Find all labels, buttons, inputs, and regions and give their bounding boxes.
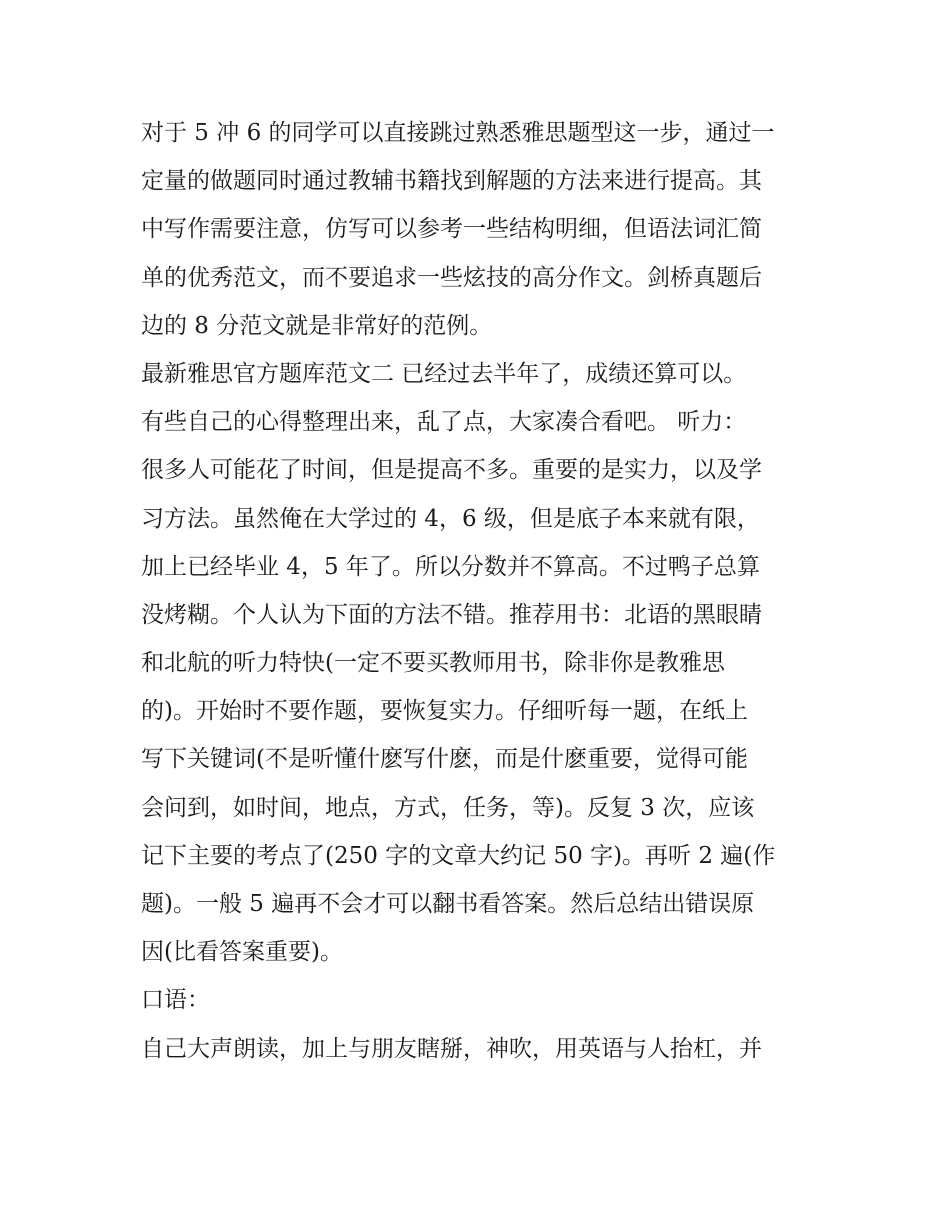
text-line: 对于 5 冲 6 的同学可以直接跳过熟悉雅思题型这一步，通过一 <box>141 120 775 146</box>
text-line: 会问到，如时间，地点，方式，任务，等)。反复 3 次，应该 <box>141 794 755 821</box>
text-line: 最新雅思官方题库范文二 已经过去半年了，成绩还算可以。 <box>141 360 747 387</box>
text-line: 很多人可能花了时间，但是提高不多。重要的是实力，以及学 <box>141 457 762 484</box>
text-line: 没烤糊。个人认为下面的方法不错。推荐用书：北语的黑眼睛 <box>141 601 762 628</box>
text-line: 的)。开始时不要作题，要恢复实力。仔细听每一题，在纸上 <box>141 698 748 725</box>
text-line: 定量的做题同时通过教辅书籍找到解题的方法来进行提高。其 <box>141 168 762 195</box>
text-line: 自己大声朗读，加上与朋友瞎掰，神吹，用英语与人抬杠，并 <box>141 1035 762 1062</box>
text-line: 边的 8 分范文就是非常好的范例。 <box>141 312 493 339</box>
text-line: 记下主要的考点了(250 字的文章大约记 50 字)。再听 2 遍(作 <box>141 842 776 869</box>
body-text <box>141 109 821 1073</box>
text-line: 有些自己的心得整理出来，乱了点，大家凑合看吧。 听力： <box>141 409 747 436</box>
text-line: 和北航的听力特快(一定不要买教师用书，除非你是教雅思 <box>141 650 725 677</box>
text-line: 习方法。虽然俺在大学过的 4，6 级，但是底子本来就有限， <box>141 505 760 532</box>
text-line: 中写作需要注意，仿写可以参考一些结构明细，但语法词汇简 <box>141 216 762 243</box>
text-line: 题)。一般 5 遍再不会才可以翻书看答案。然后总结出错误原 <box>141 891 755 917</box>
text-line: 加上已经毕业 4，5 年了。所以分数并不算高。不过鸭子总算 <box>141 553 760 580</box>
section-heading-speaking: 口语： <box>141 987 210 1014</box>
text-line: 写下关键词(不是听懂什麽写什麽，而是什麽重要，觉得可能 <box>141 746 748 773</box>
text-line: 单的优秀范文，而不要追求一些炫技的高分作文。剑桥真题后 <box>141 264 762 291</box>
text-line: 因(比看答案重要)。 <box>141 939 343 966</box>
